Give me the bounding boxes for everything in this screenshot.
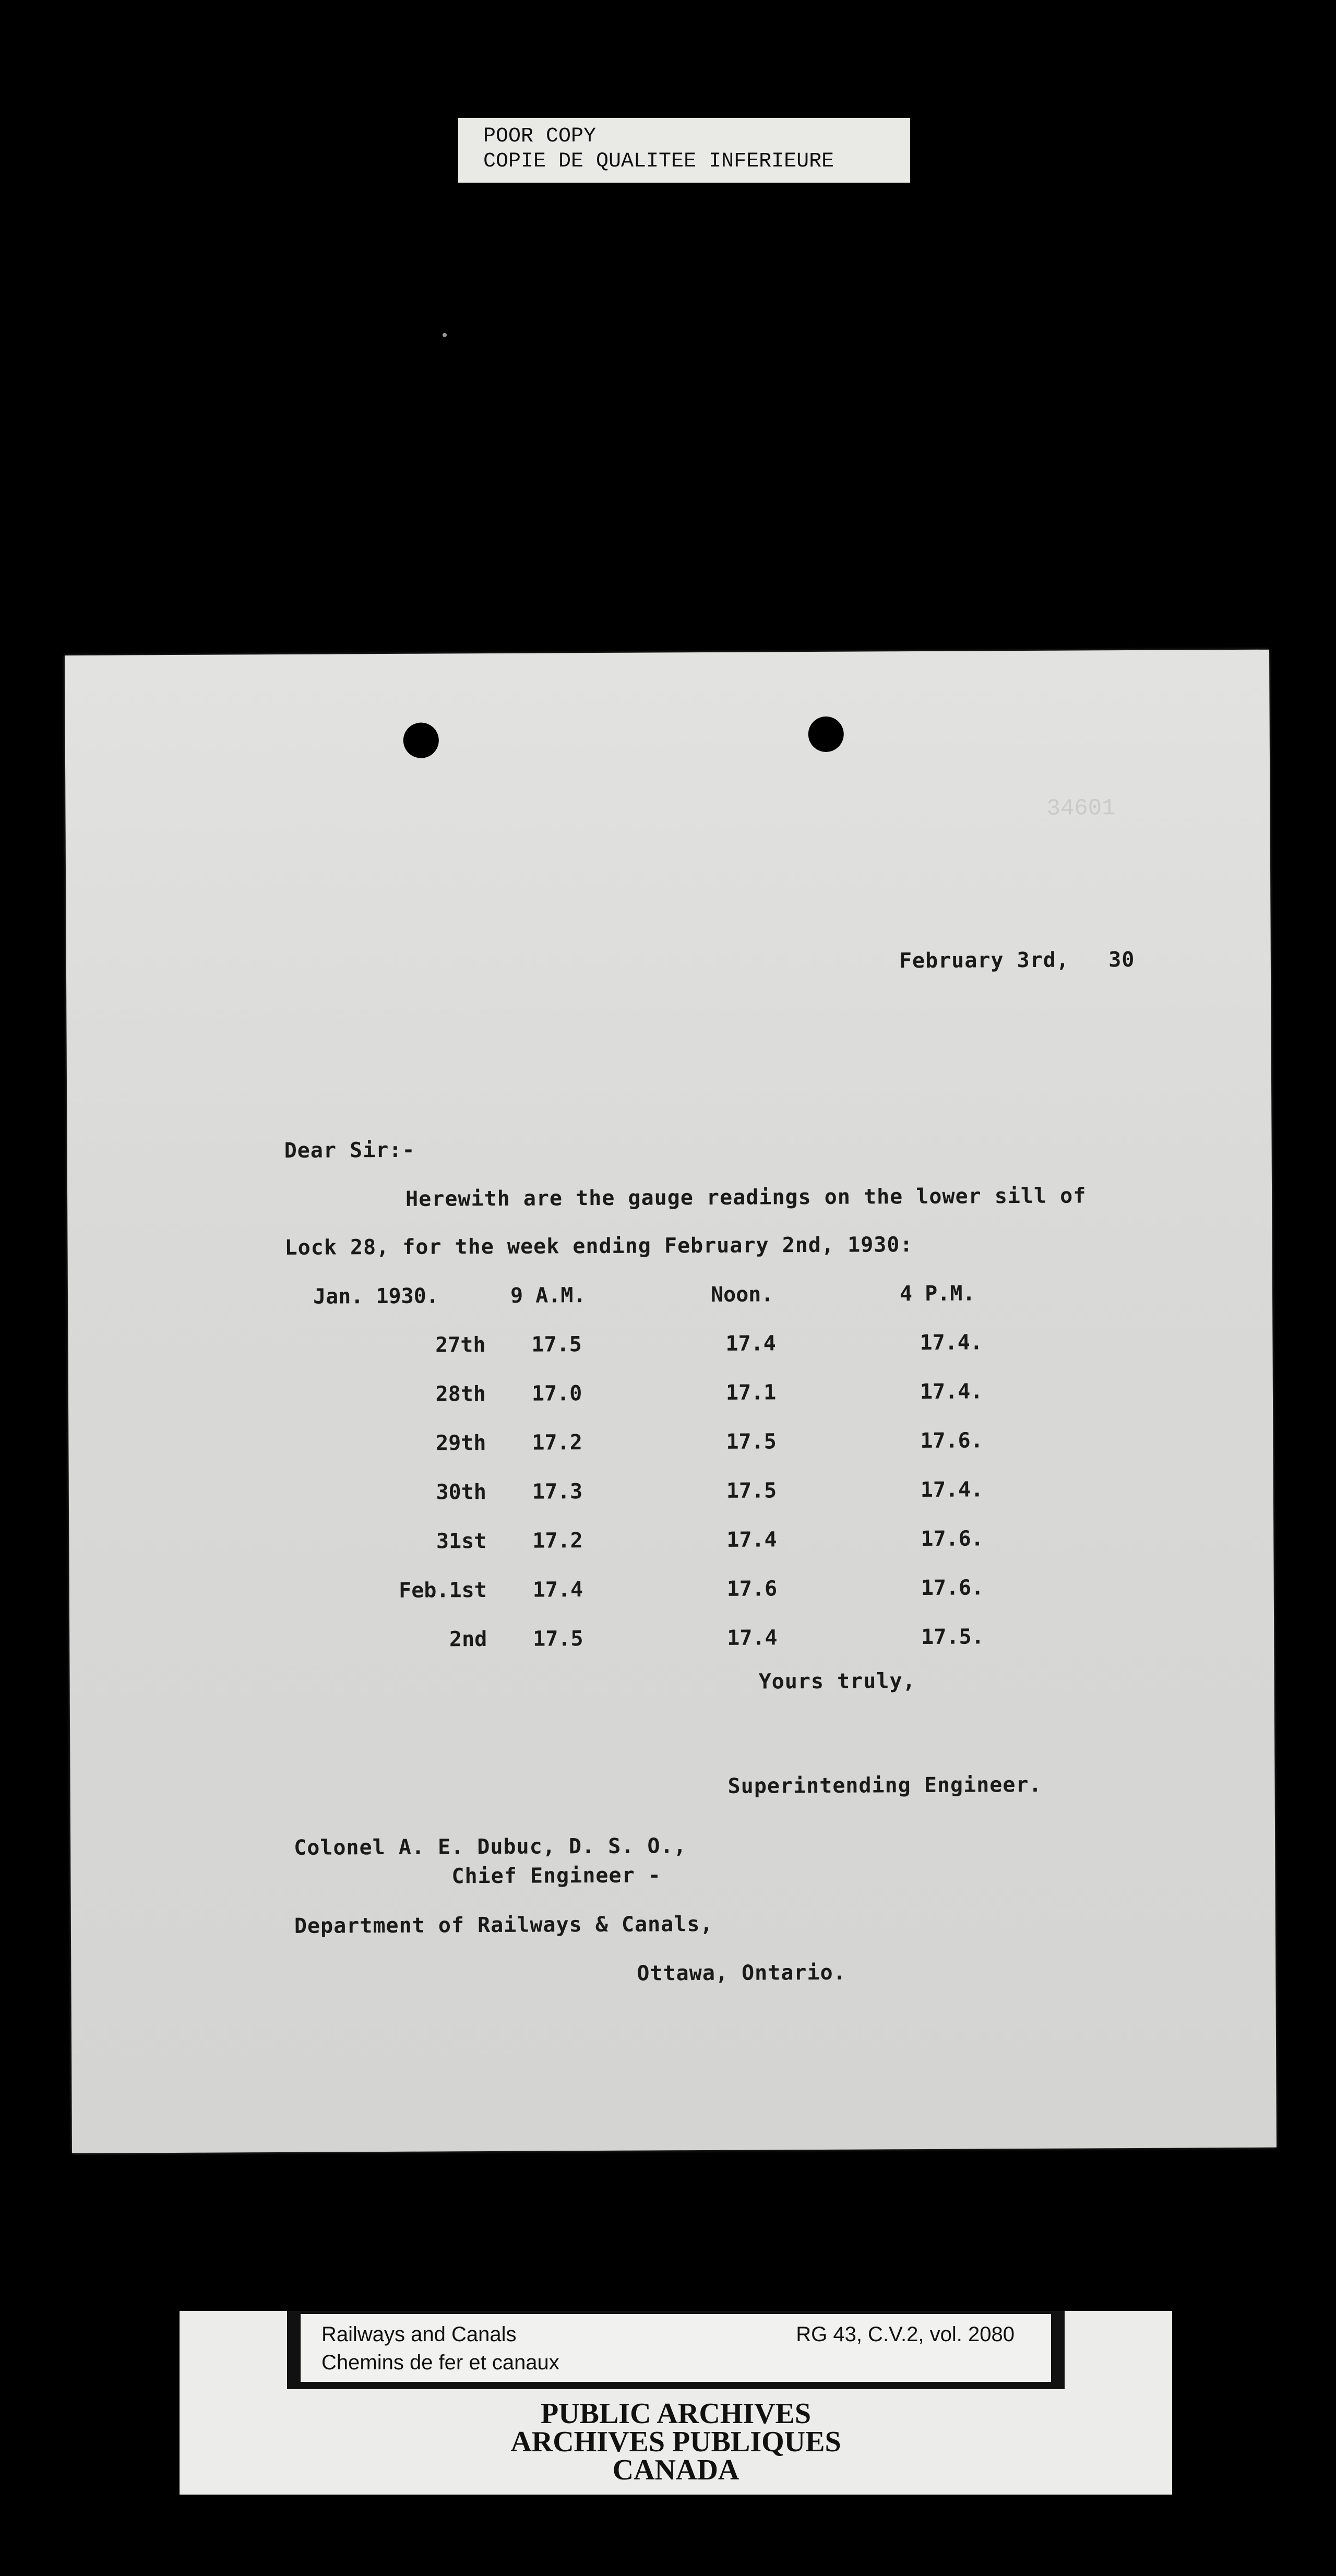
table-cell-day: 27th — [435, 1333, 486, 1357]
source-en: Railways and Canals — [321, 2323, 517, 2346]
letter-body-line-1: Herewith are the gauge readings on the lower sill of — [405, 1184, 1087, 1211]
archive-card — [180, 2311, 1172, 2495]
table-cell-am: 17.2 — [532, 1430, 582, 1455]
institution-en: PUBLIC ARCHIVES — [540, 2398, 812, 2430]
table-cell-noon: 17.5 — [726, 1429, 777, 1454]
punch-hole-left — [403, 722, 439, 758]
table-cell-pm: 17.4. — [920, 1330, 983, 1355]
letter-body-line-2: Lock 28, for the week ending February 2nd, 1930: — [284, 1233, 913, 1260]
table-cell-noon: 17.4 — [727, 1626, 778, 1650]
reference-label — [301, 2314, 1051, 2382]
table-cell-noon: 17.5 — [726, 1478, 777, 1503]
country: CANADA — [612, 2454, 739, 2486]
table-cell-pm: 17.5. — [921, 1625, 984, 1650]
table-header-day: Jan. 1930. — [313, 1284, 439, 1309]
archives-heading — [180, 2400, 1172, 2484]
recipient-title: Chief Engineer - — [451, 1863, 661, 1889]
table-cell-noon: 17.6 — [726, 1577, 778, 1601]
institution-fr: ARCHIVES PUBLIQUES — [510, 2426, 841, 2458]
table-cell-noon: 17.1 — [725, 1380, 777, 1405]
table-cell-noon: 17.4 — [725, 1331, 776, 1356]
table-cell-am: 17.5 — [533, 1627, 583, 1651]
poor-copy-line-en: POOR COPY — [483, 125, 597, 148]
table-cell-pm: 17.6. — [921, 1526, 984, 1552]
table-cell-am: 17.4 — [532, 1578, 583, 1602]
table-cell-day: 29th — [435, 1431, 486, 1456]
table-cell-day: Feb.1st — [399, 1578, 487, 1603]
recipient-name: Colonel A. E. Dubuc, D. S. O., — [294, 1834, 687, 1860]
table-cell-day: 28th — [435, 1382, 486, 1406]
letter-greeting: Dear Sir:- — [284, 1138, 415, 1163]
table-header-noon: Noon. — [710, 1282, 774, 1307]
table-cell-am: 17.0 — [531, 1381, 582, 1406]
table-cell-day: 30th — [436, 1480, 486, 1505]
table-cell-am: 17.3 — [532, 1480, 583, 1504]
poor-copy-line-fr: COPIE DE QUALITEE INFERIEURE — [483, 150, 834, 173]
source-names — [321, 2320, 559, 2377]
table-header-am: 9 A.M. — [510, 1283, 586, 1308]
recipient-department: Department of Railways & Canals, — [294, 1912, 713, 1938]
table-cell-day: 2nd — [449, 1627, 487, 1652]
table-cell-pm: 17.4. — [920, 1379, 983, 1404]
recipient-city: Ottawa, Ontario. — [637, 1960, 846, 1986]
letter-sheet — [65, 650, 1277, 2153]
letter-date: February 3rd, 30 — [899, 947, 1135, 973]
poor-copy-stamp — [458, 118, 910, 183]
table-cell-am: 17.2 — [532, 1529, 583, 1553]
table-cell-pm: 17.6. — [921, 1576, 984, 1601]
dust-speck — [443, 333, 447, 337]
reference-number: RG 43, C.V.2, vol. 2080 — [796, 2323, 1015, 2346]
signature-title: Superintending Engineer. — [727, 1772, 1042, 1798]
punch-hole-right — [808, 717, 844, 752]
table-cell-day: 31st — [436, 1529, 487, 1554]
table-cell-noon: 17.4 — [726, 1528, 777, 1552]
archive-number-stamp: 34601 — [1046, 795, 1116, 822]
table-cell-am: 17.5 — [531, 1332, 582, 1357]
source-fr: Chemins de fer et canaux — [321, 2351, 559, 2374]
table-cell-pm: 17.4. — [920, 1477, 984, 1502]
letter-closing: Yours truly, — [758, 1669, 916, 1694]
table-header-pm: 4 P.M. — [899, 1281, 975, 1306]
table-cell-pm: 17.6. — [920, 1428, 983, 1453]
